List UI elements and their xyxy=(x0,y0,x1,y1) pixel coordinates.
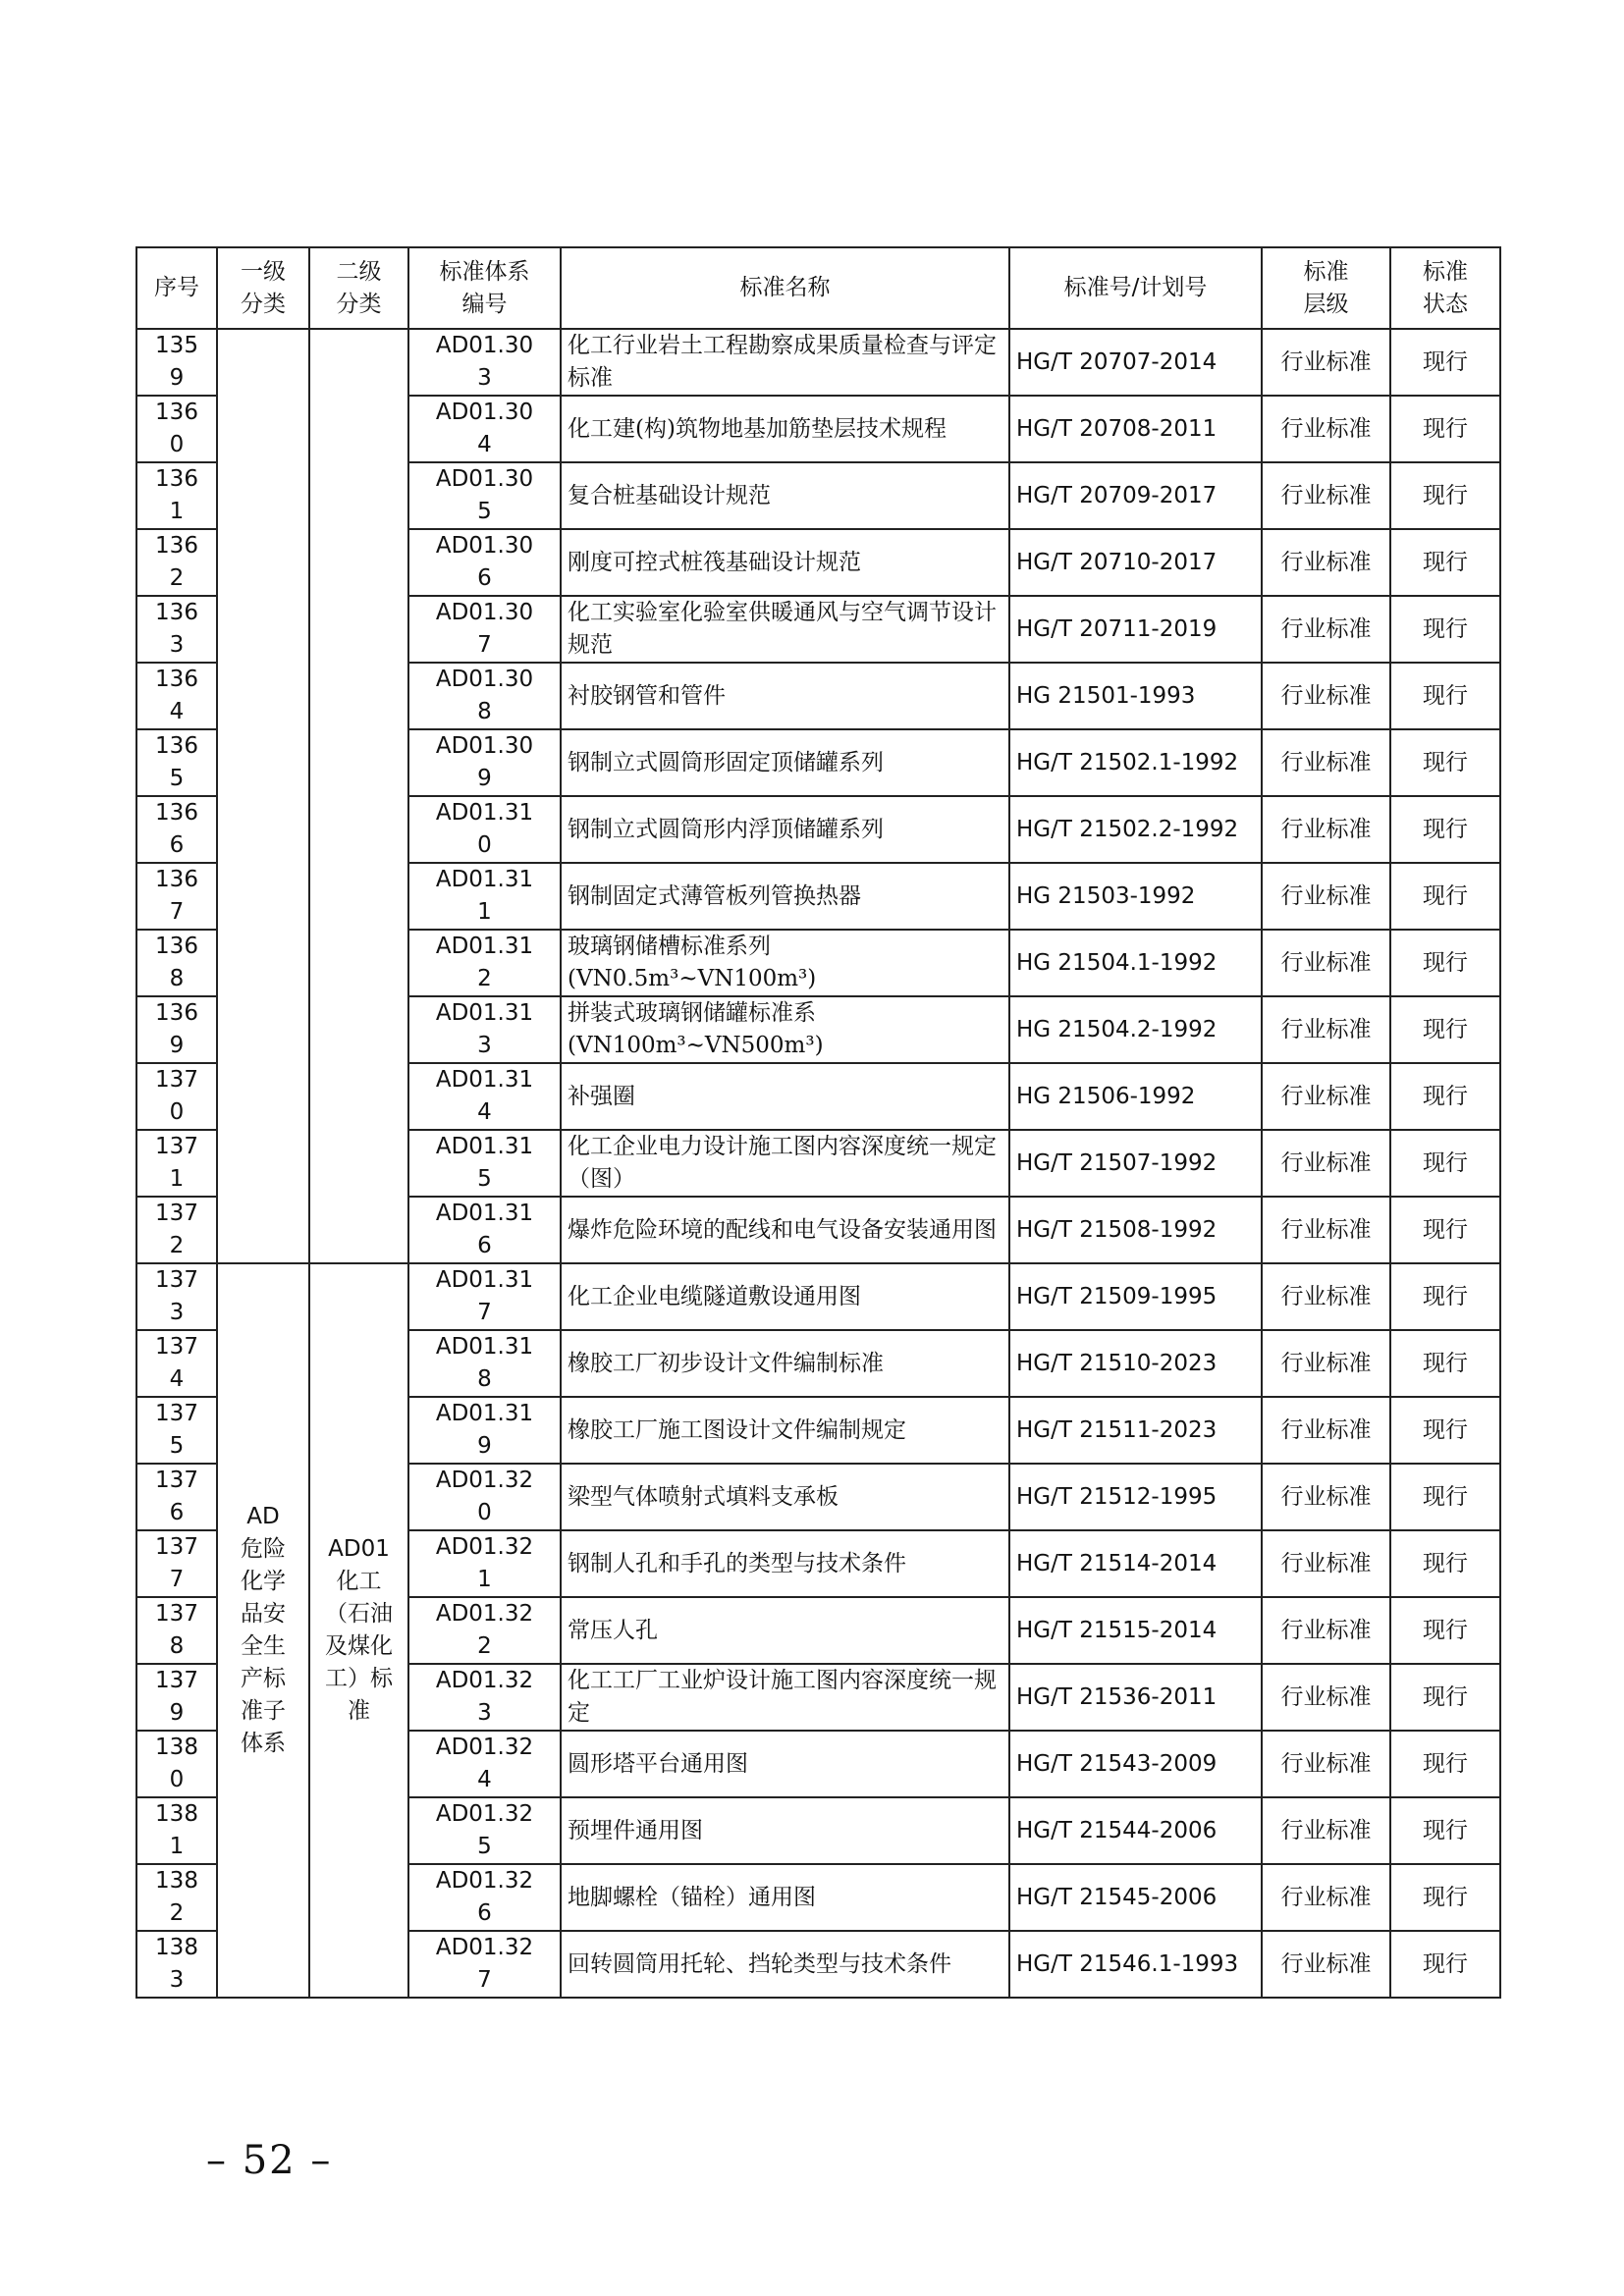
page-number: – 52 – xyxy=(206,2138,333,2183)
row-std-no: HG/T 21544-2006 xyxy=(1009,1797,1262,1864)
row-status: 现行 xyxy=(1390,1931,1500,1998)
row-std-no: HG/T 21536-2011 xyxy=(1009,1664,1262,1731)
row-system-no: AD01.317 xyxy=(408,1263,561,1330)
row-level: 行业标准 xyxy=(1262,930,1390,996)
row-status: 现行 xyxy=(1390,396,1500,462)
row-level: 行业标准 xyxy=(1262,1731,1390,1797)
row-std-no: HG 21506-1992 xyxy=(1009,1063,1262,1130)
row-status: 现行 xyxy=(1390,1664,1500,1731)
row-system-no: AD01.304 xyxy=(408,396,561,462)
row-level: 行业标准 xyxy=(1262,1197,1390,1263)
row-seq: 1371 xyxy=(136,1130,217,1197)
header-name: 标准名称 xyxy=(561,247,1009,329)
row-std-no: HG/T 21508-1992 xyxy=(1009,1197,1262,1263)
row-std-no: HG/T 20711-2019 xyxy=(1009,596,1262,663)
row-level: 行业标准 xyxy=(1262,1931,1390,1998)
row-status: 现行 xyxy=(1390,596,1500,663)
row-seq: 1361 xyxy=(136,462,217,529)
row-level: 行业标准 xyxy=(1262,1597,1390,1664)
row-seq: 1364 xyxy=(136,663,217,729)
row-name: 衬胶钢管和管件 xyxy=(561,663,1009,729)
row-seq: 1365 xyxy=(136,729,217,796)
row-status: 现行 xyxy=(1390,930,1500,996)
row-level: 行业标准 xyxy=(1262,996,1390,1063)
row-name: 化工企业电力设计施工图内容深度统一规定（图） xyxy=(561,1130,1009,1197)
row-name: 地脚螺栓（锚栓）通用图 xyxy=(561,1864,1009,1931)
row-system-no: AD01.306 xyxy=(408,529,561,596)
row-status: 现行 xyxy=(1390,1397,1500,1464)
row-system-no: AD01.323 xyxy=(408,1664,561,1731)
row-level: 行业标准 xyxy=(1262,329,1390,396)
row-name: 钢制立式圆筒形固定顶储罐系列 xyxy=(561,729,1009,796)
table-row xyxy=(136,329,1500,396)
header-level1: 一级分类 xyxy=(217,247,309,329)
row-std-no: HG/T 20710-2017 xyxy=(1009,529,1262,596)
category2-cell xyxy=(309,1263,408,1998)
row-name: 回转圆筒用托轮、挡轮类型与技术条件 xyxy=(561,1931,1009,1998)
table-header xyxy=(136,247,1500,329)
row-seq: 1373 xyxy=(136,1263,217,1330)
row-status: 现行 xyxy=(1390,863,1500,930)
row-level: 行业标准 xyxy=(1262,1130,1390,1197)
row-level: 行业标准 xyxy=(1262,1864,1390,1931)
row-name: 化工实验室化验室供暖通风与空气调节设计规范 xyxy=(561,596,1009,663)
row-seq: 1368 xyxy=(136,930,217,996)
row-seq: 1380 xyxy=(136,1731,217,1797)
row-std-no: HG/T 21507-1992 xyxy=(1009,1130,1262,1197)
row-seq: 1360 xyxy=(136,396,217,462)
row-std-no: HG/T 21509-1995 xyxy=(1009,1263,1262,1330)
row-status: 现行 xyxy=(1390,329,1500,396)
row-name: 化工企业电缆隧道敷设通用图 xyxy=(561,1263,1009,1330)
row-status: 现行 xyxy=(1390,1263,1500,1330)
row-status: 现行 xyxy=(1390,1731,1500,1797)
row-level: 行业标准 xyxy=(1262,863,1390,930)
row-std-no: HG/T 21512-1995 xyxy=(1009,1464,1262,1530)
table-row xyxy=(136,1263,1500,1330)
row-seq: 1372 xyxy=(136,1197,217,1263)
row-std-no: HG 21504.2-1992 xyxy=(1009,996,1262,1063)
row-name: 复合桩基础设计规范 xyxy=(561,462,1009,529)
row-system-no: AD01.320 xyxy=(408,1464,561,1530)
row-system-no: AD01.313 xyxy=(408,996,561,1063)
row-name: 预埋件通用图 xyxy=(561,1797,1009,1864)
row-name: 钢制固定式薄管板列管换热器 xyxy=(561,863,1009,930)
row-system-no: AD01.319 xyxy=(408,1397,561,1464)
row-system-no: AD01.315 xyxy=(408,1130,561,1197)
row-status: 现行 xyxy=(1390,1864,1500,1931)
row-system-no: AD01.314 xyxy=(408,1063,561,1130)
row-std-no: HG/T 21546.1-1993 xyxy=(1009,1931,1262,1998)
row-status: 现行 xyxy=(1390,1130,1500,1197)
row-std-no: HG/T 20708-2011 xyxy=(1009,396,1262,462)
row-level: 行业标准 xyxy=(1262,529,1390,596)
row-std-no: HG/T 21502.1-1992 xyxy=(1009,729,1262,796)
row-seq: 1381 xyxy=(136,1797,217,1864)
row-std-no: HG/T 21543-2009 xyxy=(1009,1731,1262,1797)
row-system-no: AD01.321 xyxy=(408,1530,561,1597)
row-system-no: AD01.308 xyxy=(408,663,561,729)
row-level: 行业标准 xyxy=(1262,1063,1390,1130)
row-std-no: HG/T 20707-2014 xyxy=(1009,329,1262,396)
row-std-no: HG/T 21514-2014 xyxy=(1009,1530,1262,1597)
row-std-no: HG/T 20709-2017 xyxy=(1009,462,1262,529)
row-seq: 1378 xyxy=(136,1597,217,1664)
standards-table xyxy=(135,246,1501,1999)
header-level2: 二级分类 xyxy=(309,247,408,329)
row-seq: 1383 xyxy=(136,1931,217,1998)
row-name: 化工工厂工业炉设计施工图内容深度统一规定 xyxy=(561,1664,1009,1731)
row-seq: 1363 xyxy=(136,596,217,663)
row-system-no: AD01.327 xyxy=(408,1931,561,1998)
row-level: 行业标准 xyxy=(1262,1263,1390,1330)
row-seq: 1366 xyxy=(136,796,217,863)
row-seq: 1374 xyxy=(136,1330,217,1397)
row-level: 行业标准 xyxy=(1262,1330,1390,1397)
header-system-no: 标准体系编号 xyxy=(408,247,561,329)
row-name: 常压人孔 xyxy=(561,1597,1009,1664)
row-system-no: AD01.307 xyxy=(408,596,561,663)
row-name: 钢制人孔和手孔的类型与技术条件 xyxy=(561,1530,1009,1597)
row-name: 拼装式玻璃钢储罐标准系(VN100m³~VN500m³) xyxy=(561,996,1009,1063)
row-seq: 1382 xyxy=(136,1864,217,1931)
row-system-no: AD01.325 xyxy=(408,1797,561,1864)
row-std-no: HG/T 21545-2006 xyxy=(1009,1864,1262,1931)
row-level: 行业标准 xyxy=(1262,663,1390,729)
row-level: 行业标准 xyxy=(1262,729,1390,796)
row-level: 行业标准 xyxy=(1262,396,1390,462)
row-status: 现行 xyxy=(1390,1530,1500,1597)
row-name: 刚度可控式桩筏基础设计规范 xyxy=(561,529,1009,596)
row-name: 补强圈 xyxy=(561,1063,1009,1130)
header-seq: 序号 xyxy=(136,247,217,329)
row-level: 行业标准 xyxy=(1262,596,1390,663)
row-name: 玻璃钢储槽标准系列(VN0.5m³~VN100m³) xyxy=(561,930,1009,996)
row-system-no: AD01.305 xyxy=(408,462,561,529)
row-system-no: AD01.322 xyxy=(408,1597,561,1664)
row-std-no: HG 21504.1-1992 xyxy=(1009,930,1262,996)
row-system-no: AD01.309 xyxy=(408,729,561,796)
row-status: 现行 xyxy=(1390,796,1500,863)
row-name: 圆形塔平台通用图 xyxy=(561,1731,1009,1797)
row-status: 现行 xyxy=(1390,529,1500,596)
row-std-no: HG 21503-1992 xyxy=(1009,863,1262,930)
category1-cell xyxy=(217,1263,309,1998)
row-system-no: AD01.326 xyxy=(408,1864,561,1931)
row-seq: 1367 xyxy=(136,863,217,930)
row-status: 现行 xyxy=(1390,663,1500,729)
row-status: 现行 xyxy=(1390,1330,1500,1397)
row-status: 现行 xyxy=(1390,1597,1500,1664)
row-system-no: AD01.318 xyxy=(408,1330,561,1397)
row-status: 现行 xyxy=(1390,729,1500,796)
table-body xyxy=(136,329,1500,1998)
header-std-no: 标准号/计划号 xyxy=(1009,247,1262,329)
header-std-status: 标准状态 xyxy=(1390,247,1500,329)
category2-cell-upper xyxy=(309,329,408,1263)
row-std-no: HG/T 21502.2-1992 xyxy=(1009,796,1262,863)
row-std-no: HG/T 21515-2014 xyxy=(1009,1597,1262,1664)
row-system-no: AD01.303 xyxy=(408,329,561,396)
row-seq: 1376 xyxy=(136,1464,217,1530)
row-status: 现行 xyxy=(1390,462,1500,529)
row-system-no: AD01.324 xyxy=(408,1731,561,1797)
row-level: 行业标准 xyxy=(1262,1397,1390,1464)
row-level: 行业标准 xyxy=(1262,462,1390,529)
row-name: 橡胶工厂施工图设计文件编制规定 xyxy=(561,1397,1009,1464)
row-level: 行业标准 xyxy=(1262,796,1390,863)
row-name: 化工建(构)筑物地基加筋垫层技术规程 xyxy=(561,396,1009,462)
category1-label: AD危险化学品安全生产标准子体系 xyxy=(241,1504,286,1756)
row-std-no: HG/T 21511-2023 xyxy=(1009,1397,1262,1464)
row-system-no: AD01.311 xyxy=(408,863,561,930)
row-seq: 1375 xyxy=(136,1397,217,1464)
row-seq: 1379 xyxy=(136,1664,217,1731)
row-std-no: HG/T 21510-2023 xyxy=(1009,1330,1262,1397)
row-status: 现行 xyxy=(1390,1063,1500,1130)
row-seq: 1362 xyxy=(136,529,217,596)
category2-label: AD01化工（石油及煤化工）标准 xyxy=(325,1536,393,1724)
row-name: 橡胶工厂初步设计文件编制标准 xyxy=(561,1330,1009,1397)
row-std-no: HG 21501-1993 xyxy=(1009,663,1262,729)
row-seq: 1369 xyxy=(136,996,217,1063)
row-status: 现行 xyxy=(1390,996,1500,1063)
row-name: 化工行业岩土工程勘察成果质量检查与评定标准 xyxy=(561,329,1009,396)
row-system-no: AD01.312 xyxy=(408,930,561,996)
row-status: 现行 xyxy=(1390,1464,1500,1530)
row-seq: 1370 xyxy=(136,1063,217,1130)
row-name: 梁型气体喷射式填料支承板 xyxy=(561,1464,1009,1530)
row-status: 现行 xyxy=(1390,1197,1500,1263)
row-status: 现行 xyxy=(1390,1797,1500,1864)
header-std-level: 标准层级 xyxy=(1262,247,1390,329)
row-level: 行业标准 xyxy=(1262,1530,1390,1597)
row-name: 爆炸危险环境的配线和电气设备安装通用图 xyxy=(561,1197,1009,1263)
row-level: 行业标准 xyxy=(1262,1464,1390,1530)
row-system-no: AD01.310 xyxy=(408,796,561,863)
row-seq: 1359 xyxy=(136,329,217,396)
row-level: 行业标准 xyxy=(1262,1664,1390,1731)
row-name: 钢制立式圆筒形内浮顶储罐系列 xyxy=(561,796,1009,863)
row-seq: 1377 xyxy=(136,1530,217,1597)
row-level: 行业标准 xyxy=(1262,1797,1390,1864)
category1-cell-upper xyxy=(217,329,309,1263)
row-system-no: AD01.316 xyxy=(408,1197,561,1263)
